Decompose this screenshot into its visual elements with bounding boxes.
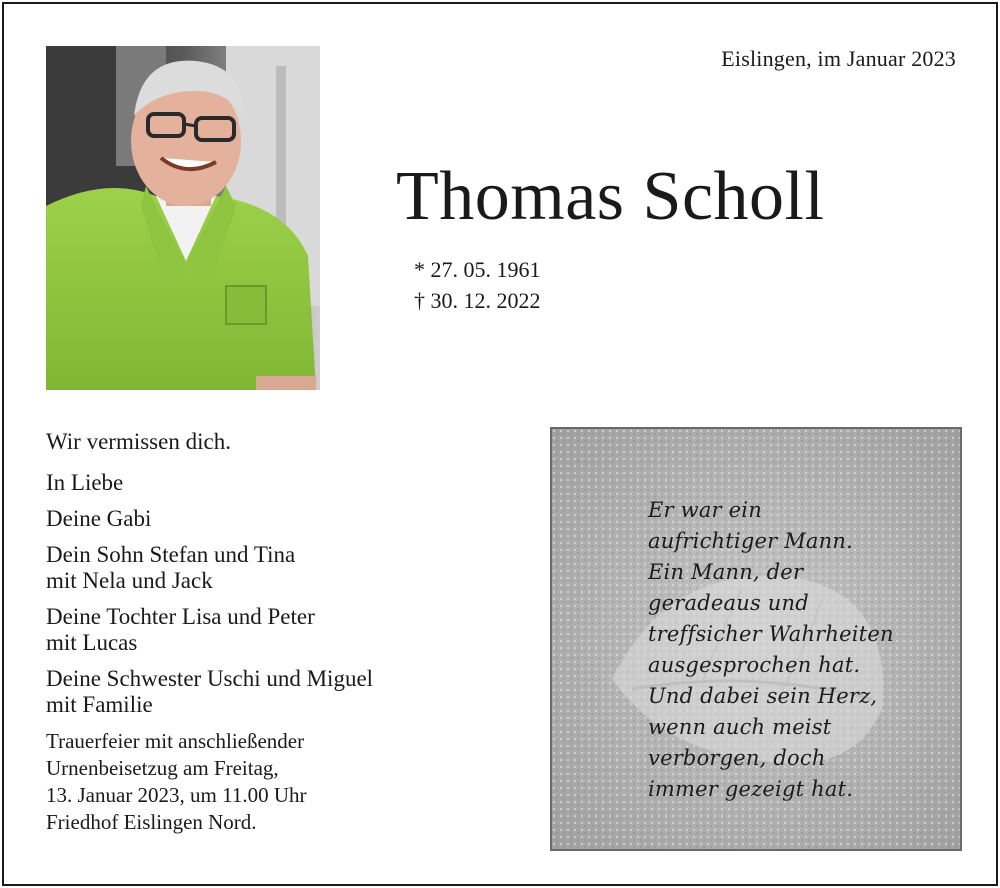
mourner-group — [46, 604, 516, 656]
quote-line: Ein Mann, der — [648, 560, 804, 584]
service-line: Urnenbeisetzug am Freitag, — [46, 756, 279, 780]
service-line: Trauerfeier mit anschließender — [46, 729, 305, 753]
obituary-frame — [2, 2, 998, 886]
deceased-name: Thomas Scholl — [396, 158, 825, 235]
mourner-group — [46, 470, 516, 496]
mourner-line: Deine Schwester Uschi und Miguel — [46, 666, 374, 691]
mourner-line: In Liebe — [46, 470, 124, 495]
mourners-block — [46, 428, 516, 836]
quote-line: ausgesprochen hat. — [648, 653, 861, 677]
quote-line: Und dabei sein Herz, — [648, 684, 878, 708]
quote-line: verborgen, doch — [648, 746, 826, 770]
quote-line: treffsicher Wahrheiten — [648, 622, 894, 646]
mourner-group — [46, 506, 516, 532]
portrait-illustration — [46, 46, 320, 390]
quote-line: wenn auch meist — [648, 715, 832, 739]
service-line: Friedhof Eislingen Nord. — [46, 810, 257, 834]
quote-line: Er war ein — [648, 498, 762, 522]
death-date: † 30. 12. 2022 — [414, 288, 541, 313]
quote-box — [550, 427, 962, 851]
service-line: 13. Januar 2023, um 11.00 Uhr — [46, 783, 307, 807]
mourner-line: Dein Sohn Stefan und Tina — [46, 542, 296, 567]
place-date: Eislingen, im Januar 2023 — [721, 46, 956, 71]
life-dates — [414, 254, 541, 316]
quote-line: immer gezeigt hat. — [648, 777, 854, 801]
quote-line: geradeaus und — [648, 591, 809, 615]
mourner-line: Deine Tochter Lisa und Peter — [46, 604, 315, 629]
mourner-group — [46, 666, 516, 718]
quote-line: aufrichtiger Mann. — [648, 529, 853, 553]
portrait-photo — [46, 46, 320, 390]
mourner-line: mit Lucas — [46, 630, 138, 655]
mourner-line: mit Familie — [46, 692, 153, 717]
mourner-line: Deine Gabi — [46, 506, 152, 531]
service-info — [46, 728, 516, 836]
mourner-group — [46, 542, 516, 594]
mourner-line: mit Nela und Jack — [46, 568, 213, 593]
miss-line: Wir vermissen dich. — [46, 429, 231, 454]
birth-date: * 27. 05. 1961 — [414, 257, 541, 282]
quote-text — [648, 495, 948, 805]
